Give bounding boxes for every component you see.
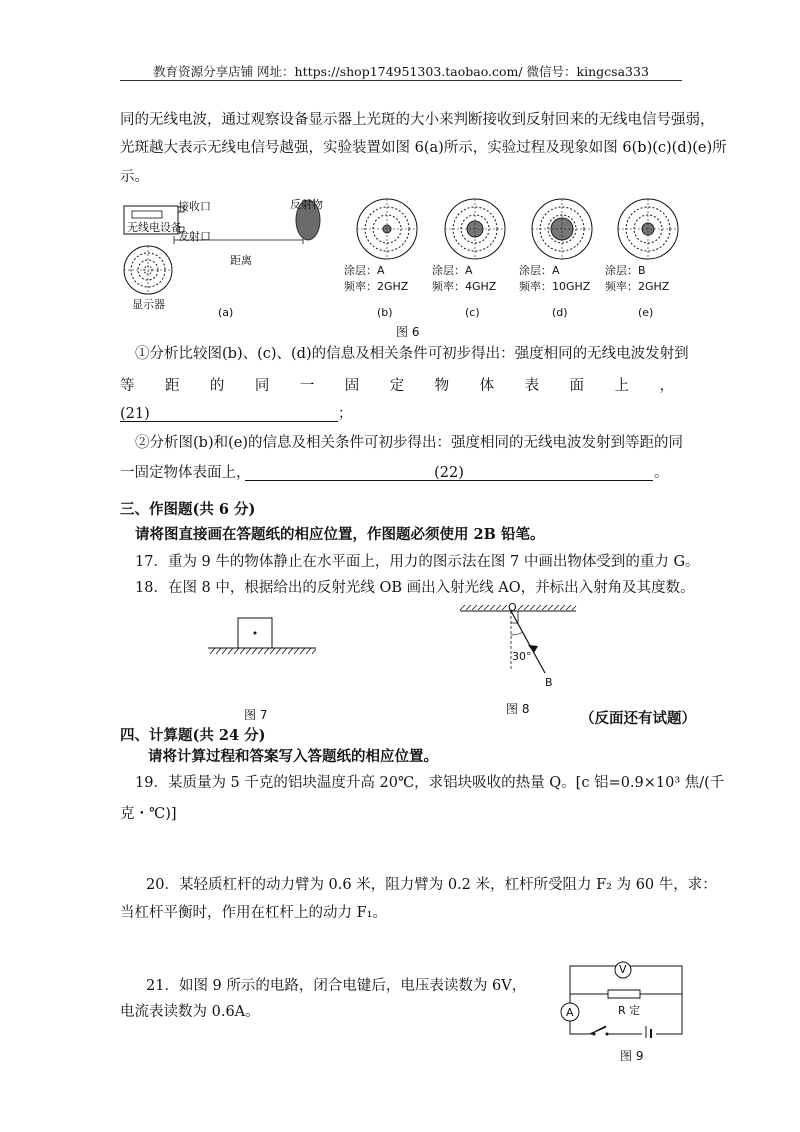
header-rule <box>120 80 682 81</box>
q2-blank-number: (22) <box>434 465 464 481</box>
back-page-note: （反面还有试题） <box>580 710 696 727</box>
q1-line-2-char: 的 <box>209 378 225 394</box>
intro-line-2: 光斑越大表示无线电信号越强，实验装置如图 6(a)所示，实验过程及现象如图 6(b)(c)(d)(e)所 <box>120 140 727 156</box>
question-17: 17．重为 9 牛的物体静止在水平面上，用力的图示法在图 7 中画出物体受到的重力 G。 <box>135 554 700 570</box>
fig6-frequency-label: 频率：4GHZ <box>432 280 497 293</box>
q1-line-2-char: 表 <box>524 378 540 394</box>
device-label: 无线电设备 <box>127 221 182 234</box>
intro-line-3: 示。 <box>120 169 149 185</box>
section-4-title: 四、计算题(共 24 分) <box>120 727 266 744</box>
fig6-coating-label: 涂层：A <box>344 264 385 277</box>
question-20-line-2: 当杠杆平衡时，作用在杠杆上的动力 F₁。 <box>120 905 387 921</box>
fig6-coating-label: 涂层：A <box>432 264 473 277</box>
distance-label: 距离 <box>230 254 252 267</box>
q1-line-2-char: 面 <box>569 378 585 394</box>
section-3-instruction: 请将图直接画在答题纸的相应位置，作图题必须使用 2B 铅笔。 <box>135 526 545 543</box>
question-21-line-1: 21．如图 9 所示的电路，闭合电键后，电压表读数为 6V， <box>146 978 527 994</box>
q1-line-2-char: 一 <box>299 378 315 394</box>
question-18: 18．在图 8 中，根据给出的反射光线 OB 画出入射光线 AO，并标出入射角及其度数。 <box>135 580 695 596</box>
reflector-label: 反射物 <box>290 198 323 211</box>
fig9-caption: 图 9 <box>620 1049 644 1063</box>
fig6-panel <box>605 192 692 322</box>
q1-line-2-char: ， <box>659 378 674 394</box>
figure-6-panels <box>345 192 690 322</box>
fig8-caption: 图 8 <box>506 702 530 716</box>
q1-line-2-char: 固 <box>344 378 360 394</box>
fig6-panel <box>344 192 431 322</box>
fig6-panel-tag: (d) <box>552 306 568 319</box>
display-label: 显示器 <box>132 298 165 311</box>
q1-line-2-char: 定 <box>389 378 405 394</box>
fig6-display-rings <box>614 196 684 262</box>
figure-9-circuit <box>550 958 686 1038</box>
fig6-panel <box>519 192 606 322</box>
q2-end-mark: 。 <box>654 465 669 481</box>
fig7-caption: 图 7 <box>244 708 268 722</box>
q2-answer-blank[interactable] <box>245 466 653 481</box>
receive-port-label: 接收口 <box>178 200 211 213</box>
fig6-panel <box>432 192 519 322</box>
section-3-title: 三、作图题(共 6 分) <box>120 501 256 518</box>
fig6-coating-label: 涂层：B <box>605 264 646 277</box>
q2-line-1: ②分析图(b)和(e)的信息及相关条件可初步得出：强度相同的无线电波发射到等距的同 <box>135 435 683 451</box>
fig8-angle-label: 30° <box>512 650 532 663</box>
figure-6a <box>118 192 338 322</box>
q1-line-2 <box>120 379 674 393</box>
q1-end-mark: ； <box>338 406 353 422</box>
section-4-instruction: 请将计算过程和答案写入答题纸的相应位置。 <box>148 748 438 765</box>
fig6-panel-tag: (c) <box>465 306 480 319</box>
fig6-tag-a: (a) <box>218 306 234 319</box>
voltmeter-label: V <box>619 963 627 976</box>
question-20-line-1: 20．某轻质杠杆的动力臂为 0.6 米，阻力臂为 0.2 米，杠杆所受阻力 F₂ 为 60 牛，求： <box>146 877 717 893</box>
fig8-point-b: B <box>545 676 553 689</box>
question-19-line-1: 19．某质量为 5 千克的铝块温度升高 20℃，求铝块吸收的热量 Q。[c 铝=0.9×10³ 焦/(千 <box>135 775 725 791</box>
fig6-caption: 图 6 <box>396 325 420 339</box>
fig6-frequency-label: 频率：10GHZ <box>519 280 591 293</box>
q1-blank-number: (21) <box>120 406 150 422</box>
question-19-line-2: 克・℃)] <box>120 806 177 822</box>
q1-blank-line <box>120 407 338 422</box>
ammeter-label: A <box>566 1006 574 1019</box>
fig6-panel-tag: (e) <box>638 306 654 319</box>
figure-7 <box>206 612 320 658</box>
fig8-point-o: O <box>508 601 517 614</box>
fig6-frequency-label: 频率：2GHZ <box>344 280 409 293</box>
intro-line-1: 同的无线电波，通过观察设备显示器上光斑的大小来判断接收到反射回来的无线电信号强弱， <box>120 112 715 128</box>
q1-line-2-char: 物 <box>434 378 450 394</box>
fig6-panel-tag: (b) <box>377 306 393 319</box>
q1-line-1: ①分析比较图(b)、(c)、(d)的信息及相关条件可初步得出：强度相同的无线电波发射到 <box>135 346 689 362</box>
q1-line-2-char: 上 <box>614 378 629 394</box>
fig6-display-rings <box>353 196 423 262</box>
fig6-display-rings <box>441 196 511 262</box>
q2-line-2-start: 一固定物体表面上， <box>120 465 251 481</box>
fig6-frequency-label: 频率：2GHZ <box>605 280 670 293</box>
emit-port-label: 发射口 <box>178 230 211 243</box>
q1-line-2-char: 同 <box>254 378 270 394</box>
fig6-display-rings <box>528 196 598 262</box>
q1-line-2-char: 体 <box>479 378 495 394</box>
q1-line-2-char: 距 <box>164 378 180 394</box>
q1-line-2-char: 等 <box>120 378 135 394</box>
question-21-line-2: 电流表读数为 0.6A。 <box>120 1004 260 1020</box>
resistor-label: R 定 <box>618 1004 641 1017</box>
fig6-coating-label: 涂层：A <box>519 264 560 277</box>
page-header: 教育资源分享店铺 网址：https://shop174951303.taobao.com/ 微信号：kingcsa333 <box>153 64 649 79</box>
q1-answer-blank[interactable] <box>120 407 338 422</box>
figure-8 <box>458 601 578 691</box>
